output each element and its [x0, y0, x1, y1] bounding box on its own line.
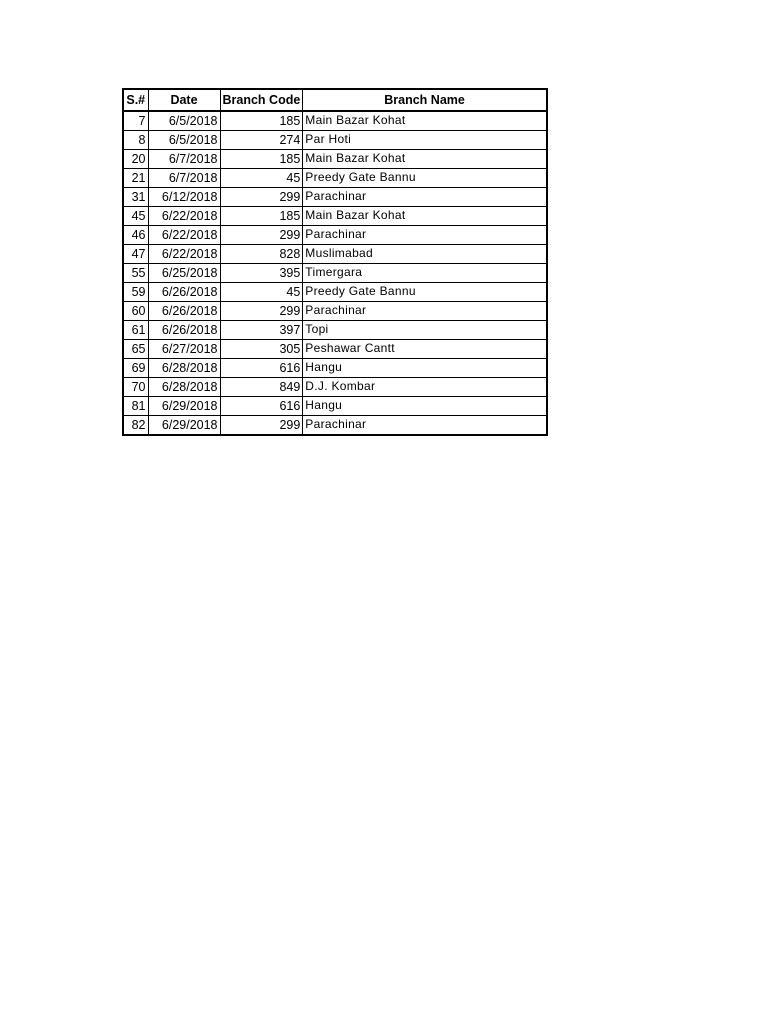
date-cell: 6/29/2018 [148, 397, 220, 416]
serial-number-cell: 81 [123, 397, 148, 416]
branch-name-cell: Parachinar [303, 302, 547, 321]
header-date: Date [148, 89, 220, 111]
branch-code-cell: 828 [220, 245, 303, 264]
table-row [123, 150, 547, 169]
table-body [123, 111, 547, 435]
serial-number-cell: 69 [123, 359, 148, 378]
date-cell: 6/7/2018 [148, 169, 220, 188]
branch-name-cell: D.J. Kombar [303, 378, 547, 397]
header-branch-name: Branch Name [303, 89, 547, 111]
branch-name-cell: Par Hoti [303, 131, 547, 150]
date-cell: 6/5/2018 [148, 131, 220, 150]
serial-number-cell: 8 [123, 131, 148, 150]
branch-name-cell: Hangu [303, 397, 547, 416]
serial-number-cell: 55 [123, 264, 148, 283]
serial-number-cell: 65 [123, 340, 148, 359]
table-row [123, 416, 547, 436]
table-row [123, 245, 547, 264]
date-cell: 6/5/2018 [148, 111, 220, 131]
branch-code-cell: 299 [220, 302, 303, 321]
branch-code-cell: 299 [220, 188, 303, 207]
branch-name-cell: Timergara [303, 264, 547, 283]
table-row [123, 131, 547, 150]
table-row [123, 340, 547, 359]
branch-name-cell: Parachinar [303, 226, 547, 245]
table-row [123, 359, 547, 378]
branch-code-cell: 45 [220, 169, 303, 188]
serial-number-cell: 46 [123, 226, 148, 245]
table-row [123, 302, 547, 321]
table-row [123, 207, 547, 226]
table-row [123, 169, 547, 188]
serial-number-cell: 70 [123, 378, 148, 397]
serial-number-cell: 45 [123, 207, 148, 226]
branch-code-cell: 185 [220, 150, 303, 169]
date-cell: 6/22/2018 [148, 207, 220, 226]
date-cell: 6/12/2018 [148, 188, 220, 207]
date-cell: 6/27/2018 [148, 340, 220, 359]
branch-name-cell: Peshawar Cantt [303, 340, 547, 359]
table-row [123, 283, 547, 302]
serial-number-cell: 82 [123, 416, 148, 436]
branch-name-cell: Preedy Gate Bannu [303, 283, 547, 302]
branch-code-cell: 616 [220, 359, 303, 378]
table-row [123, 264, 547, 283]
date-cell: 6/25/2018 [148, 264, 220, 283]
branch-code-cell: 395 [220, 264, 303, 283]
date-cell: 6/22/2018 [148, 245, 220, 264]
date-cell: 6/26/2018 [148, 283, 220, 302]
serial-number-cell: 59 [123, 283, 148, 302]
date-cell: 6/28/2018 [148, 378, 220, 397]
branch-code-cell: 616 [220, 397, 303, 416]
date-cell: 6/22/2018 [148, 226, 220, 245]
branch-code-cell: 299 [220, 416, 303, 436]
branch-name-cell: Main Bazar Kohat [303, 111, 547, 131]
table-row [123, 226, 547, 245]
branch-name-cell: Parachinar [303, 416, 547, 436]
date-cell: 6/26/2018 [148, 321, 220, 340]
serial-number-cell: 61 [123, 321, 148, 340]
serial-number-cell: 47 [123, 245, 148, 264]
branch-name-cell: Hangu [303, 359, 547, 378]
header-branch-code: Branch Code [220, 89, 303, 111]
serial-number-cell: 20 [123, 150, 148, 169]
serial-number-cell: 31 [123, 188, 148, 207]
branch-code-cell: 274 [220, 131, 303, 150]
branch-name-cell: Preedy Gate Bannu [303, 169, 547, 188]
branch-code-cell: 849 [220, 378, 303, 397]
header-row [123, 89, 547, 111]
branch-code-cell: 299 [220, 226, 303, 245]
branch-name-cell: Muslimabad [303, 245, 547, 264]
branch-code-cell: 305 [220, 340, 303, 359]
header-serial-number: S.# [123, 89, 148, 111]
table-header [123, 89, 547, 111]
serial-number-cell: 60 [123, 302, 148, 321]
serial-number-cell: 21 [123, 169, 148, 188]
branch-name-cell: Main Bazar Kohat [303, 150, 547, 169]
branch-code-cell: 45 [220, 283, 303, 302]
date-cell: 6/28/2018 [148, 359, 220, 378]
table-row [123, 378, 547, 397]
table-row [123, 188, 547, 207]
branch-code-cell: 397 [220, 321, 303, 340]
date-cell: 6/26/2018 [148, 302, 220, 321]
branch-name-cell: Topi [303, 321, 547, 340]
table-row [123, 111, 547, 131]
branch-code-cell: 185 [220, 207, 303, 226]
branch-code-cell: 185 [220, 111, 303, 131]
date-cell: 6/7/2018 [148, 150, 220, 169]
branch-table [122, 88, 548, 436]
branch-name-cell: Parachinar [303, 188, 547, 207]
date-cell: 6/29/2018 [148, 416, 220, 436]
table-row [123, 321, 547, 340]
branch-name-cell: Main Bazar Kohat [303, 207, 547, 226]
table-row [123, 397, 547, 416]
serial-number-cell: 7 [123, 111, 148, 131]
